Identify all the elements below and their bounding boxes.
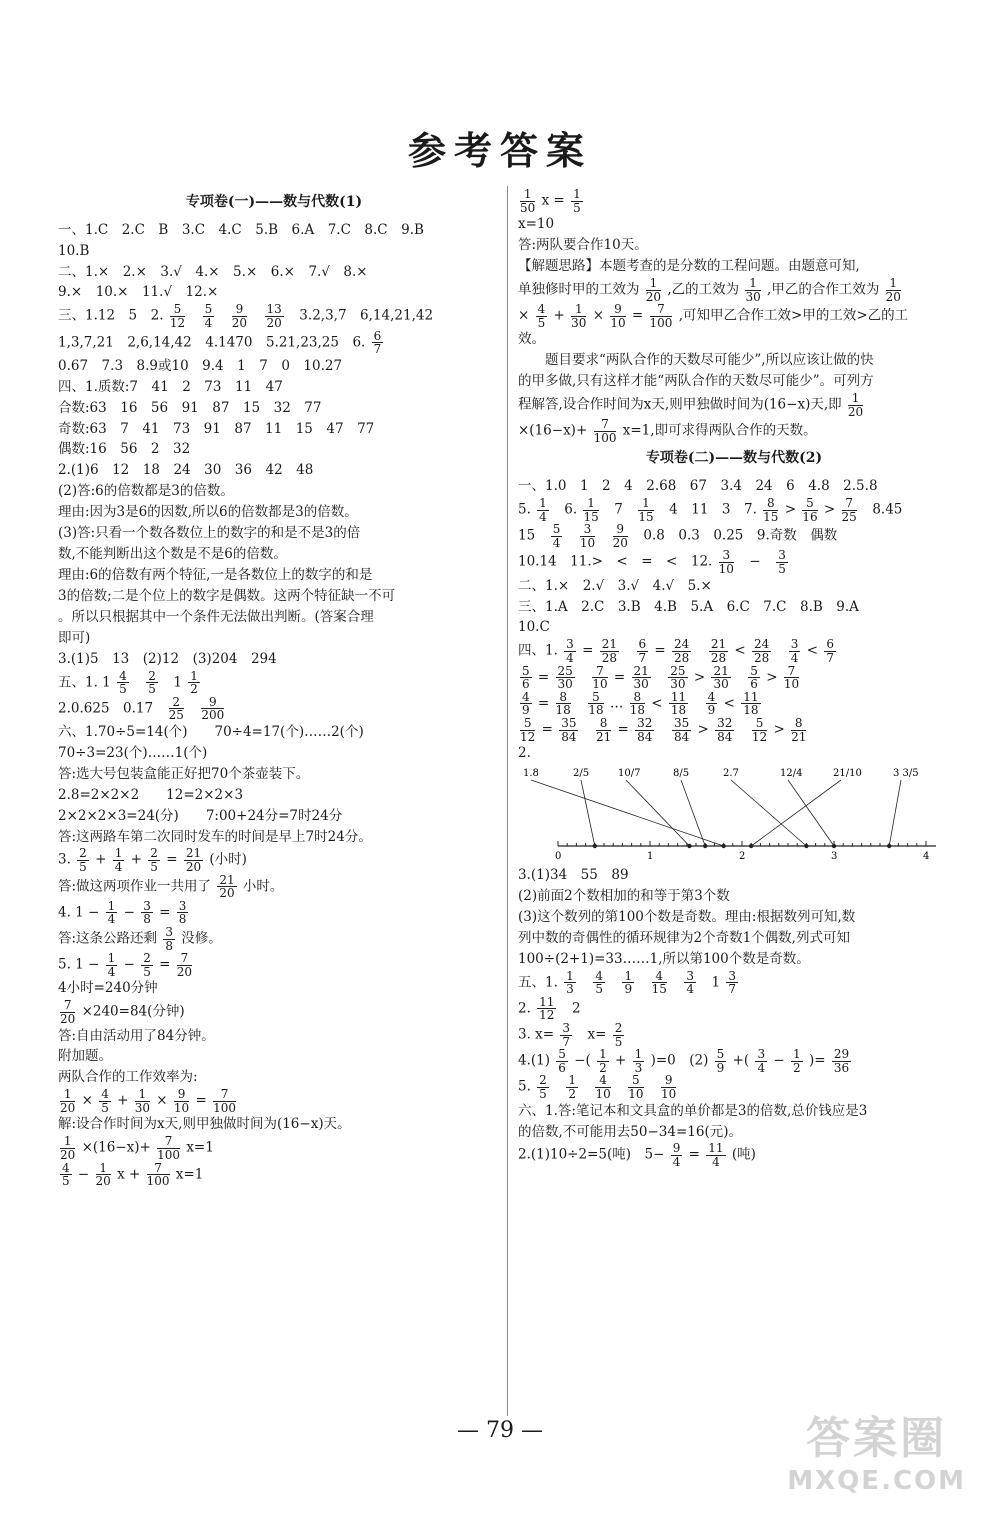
- fraction: $\frac{32}{84}$: [637, 715, 653, 744]
- fraction: $\frac{11}{18}$: [743, 689, 759, 718]
- answer-line: 答:做这两项作业一共用了 $\frac{21}{20}$ 小时。: [58, 872, 284, 901]
- fraction: $\frac{1}{4}$: [114, 846, 123, 875]
- answer-line: 答:这条公路还剩 $\frac{3}{8}$ 没修。: [58, 925, 222, 953]
- answer-line: 3.(1)5 13 (2)12 (3)204 294: [58, 650, 277, 667]
- page-title: 参考答案: [407, 128, 592, 173]
- answer-line: 【解题思路】本题考查的是分数的工程问题。由题意可知,: [518, 258, 860, 275]
- answer-line: 答:这两路车第二次同时发车的时间是早上7时24分。: [58, 828, 372, 845]
- fraction: $\frac{1}{9}$: [624, 968, 633, 997]
- fraction: $\frac{21}{28}$: [601, 637, 617, 665]
- fraction: $\frac{1}{20}$: [60, 1087, 76, 1115]
- fraction: $\frac{5}{4}$: [552, 522, 561, 550]
- answer-line: $\frac{5}{6}$ = $\frac{25}{30}$ $\frac{7}{10}$ = $\frac{21}{30}$ $\frac{25}{30}$ > $\frac{21}{30}$ $\frac{5}{6}$ > $\frac{7}{10}$: [522, 663, 800, 692]
- fraction: $\frac{1}{3}$: [634, 1047, 643, 1075]
- watermark-url: MXQE.COM: [787, 1466, 966, 1496]
- fraction: $\frac{7}{100}$: [593, 417, 617, 445]
- fraction: $\frac{5}{18}$: [588, 689, 604, 718]
- number-line-point: [721, 844, 725, 848]
- number-line-point: [703, 844, 707, 848]
- fraction: $\frac{21}{28}$: [710, 637, 727, 665]
- fraction: $\frac{1}{3}$: [566, 968, 574, 997]
- fraction: $\frac{4}{10}$: [595, 1073, 611, 1102]
- fraction: $\frac{4}{5}$: [119, 668, 127, 697]
- fraction: $\frac{5}{4}$: [204, 302, 213, 330]
- fraction: $\frac{1}{30}$: [745, 275, 761, 304]
- answer-line: 10.C: [518, 619, 550, 636]
- answer-line: 理由:因为3是6的因数,所以6的倍数都是3的倍数。: [58, 504, 358, 521]
- fraction: $\frac{5}{12}$: [751, 715, 768, 744]
- fraction: $\frac{35}{84}$: [673, 715, 690, 744]
- answer-line: $\frac{4}{5}$ − $\frac{1}{20}$ x + $\frac{7}{100}$ x=1: [62, 1160, 204, 1189]
- number-line-pointer: [889, 780, 901, 846]
- fraction: $\frac{4}{9}$: [522, 689, 530, 718]
- fraction: $\frac{21}{20}$: [219, 872, 235, 901]
- fraction: $\frac{1}{20}$: [847, 391, 864, 419]
- answer-line: 附加题。: [58, 1048, 112, 1065]
- fraction: $\frac{3}{4}$: [790, 637, 799, 665]
- fraction: $\frac{1}{2}$: [568, 1073, 576, 1102]
- answer-line: 数,不能判断出这个数是不是6的倍数。: [58, 546, 287, 563]
- fraction: $\frac{7}{100}$: [157, 1134, 181, 1162]
- fraction: $\frac{7}{20}$: [176, 951, 193, 979]
- fraction: $\frac{1}{15}$: [583, 496, 599, 524]
- number-line-point-label: 10/7: [618, 768, 641, 780]
- fraction: $\frac{3}{4}$: [566, 637, 574, 665]
- right-column: [518, 188, 950, 1169]
- number-line-tick-label: 1: [647, 851, 654, 863]
- answer-line: 5. $\frac{2}{5}$ $\frac{1}{2}$ $\frac{4}{10}$ $\frac{5}{10}$ $\frac{9}{10}$: [518, 1073, 677, 1102]
- fraction: $\frac{4}{5}$: [62, 1160, 70, 1189]
- fraction: $\frac{3}{4}$: [757, 1047, 766, 1075]
- number-line-svg: [518, 766, 930, 863]
- answer-line: 4小时=240分钟: [58, 980, 158, 997]
- number-line-point-label: 2.7: [723, 768, 739, 780]
- number-line-point: [804, 844, 808, 848]
- fraction: $\frac{1}{20}$: [645, 275, 662, 304]
- answer-line: 一、1.0 1 2 4 2.68 67 3.4 24 6 4.8 2.5.8: [518, 478, 878, 495]
- answer-line: 3. $\frac{2}{5}$ + $\frac{1}{4}$ + $\frac{2}{5}$ = $\frac{21}{20}$ (小时): [58, 846, 247, 875]
- watermark-logo: [787, 1402, 966, 1496]
- fraction: $\frac{7}{25}$: [841, 496, 857, 524]
- fraction: $\frac{1}{20}$: [60, 1134, 76, 1162]
- fraction: $\frac{3}{5}$: [778, 548, 786, 577]
- right-answer-lines-a: [518, 188, 950, 444]
- answer-line: × $\frac{4}{5}$ + $\frac{1}{30}$ × $\frac{9}{10}$ = $\frac{7}{100}$ ,可知甲乙合作工效>甲的工效>乙的工: [518, 302, 909, 330]
- fraction: $\frac{1}{2}$: [599, 1047, 607, 1075]
- fraction: $\frac{4}{5}$: [595, 968, 603, 997]
- answer-line: 五、1. $\frac{1}{3}$ $\frac{4}{5}$ $\frac{1}{9}$ $\frac{4}{15}$ $\frac{3}{4}$ 1 $\frac{3}{7}$: [518, 968, 737, 997]
- fraction: $\frac{7}{10}$: [592, 663, 608, 692]
- answer-line: 奇数:63 7 41 73 91 87 11 15 47 77: [58, 420, 375, 437]
- left-answer-lines: [58, 220, 490, 1188]
- answer-line: 二、1.× 2.× 3.√ 4.× 5.× 6.× 7.√ 8.×: [58, 263, 368, 280]
- fraction: $\frac{3}{8}$: [178, 898, 187, 927]
- number-line-pointer: [531, 780, 724, 846]
- answer-line: (2)前面2个数相加的和等于第3个数: [518, 888, 730, 904]
- number-line-point-label: 12/4: [780, 768, 803, 780]
- fraction: $\frac{29}{36}$: [833, 1047, 850, 1075]
- fraction: $\frac{8}{18}$: [629, 689, 645, 718]
- fraction: $\frac{1}{50}$: [520, 187, 536, 215]
- fraction: $\frac{5}{9}$: [716, 1047, 725, 1075]
- fraction: $\frac{7}{10}$: [783, 663, 800, 692]
- fraction: $\frac{8}{21}$: [595, 715, 612, 744]
- number-line-tick-label: 3: [831, 851, 838, 863]
- answer-line: 3. x= $\frac{3}{7}$ x= $\frac{2}{5}$: [518, 1021, 623, 1049]
- fraction: $\frac{11}{12}$: [539, 994, 555, 1023]
- answer-line: 2×2×2×3=24(分) 7:00+24分=7时24分: [58, 807, 343, 824]
- answer-line: 10.14 11.> < = < 12. $\frac{3}{10}$ − $\frac{3}{5}$: [518, 548, 786, 577]
- fraction: $\frac{9}{4}$: [672, 1141, 681, 1170]
- fraction: $\frac{5}{6}$: [522, 663, 530, 692]
- answer-line: 程解答,设合作时间为x天,则甲独做时间为(16−x)天,即 $\frac{1}{20}$: [518, 391, 864, 419]
- number-line-figure: [518, 766, 950, 861]
- answer-line: $\frac{1}{20}$ ×(16−x)+ $\frac{7}{100}$ x=1: [60, 1134, 214, 1162]
- fraction: $\frac{9}{20}$: [231, 302, 248, 330]
- answer-line: 五、1. 1 $\frac{4}{5}$ $\frac{2}{5}$ 1 $\frac{1}{2}$: [58, 668, 198, 697]
- fraction: $\frac{6}{7}$: [826, 637, 834, 665]
- fraction: $\frac{1}{30}$: [134, 1087, 151, 1115]
- answer-line: 三、1.A 2.C 3.B 4.B 5.A 6.C 7.C 8.B 9.A: [518, 598, 859, 615]
- answer-line: 六、1.70÷5=14(个) 70÷4=17(个)……2(个): [58, 723, 364, 740]
- answer-line: 答:两队要合作10天。: [518, 237, 648, 254]
- answer-line: (3)答:只看一个数各数位上的数字的和是不是3的倍: [58, 525, 361, 542]
- answer-line: ×(16−x)+ $\frac{7}{100}$ x=1,即可求得两队合作的天数。: [518, 417, 817, 445]
- answer-line: 70÷3=23(个)……1(个): [58, 744, 208, 761]
- fraction: $\frac{25}{30}$: [670, 663, 686, 692]
- answer-line: $\frac{1}{50}$ x = $\frac{1}{5}$: [520, 187, 581, 215]
- fraction: $\frac{2}{5}$: [148, 668, 156, 697]
- answer-line: 4. 1 − $\frac{1}{4}$ − $\frac{3}{8}$ = $\frac{3}{8}$: [58, 898, 187, 927]
- fraction: $\frac{2}{5}$: [79, 846, 87, 875]
- fraction: $\frac{1}{4}$: [107, 951, 116, 979]
- fraction: $\frac{9}{20}$: [612, 522, 628, 550]
- number-line-point-label: 2/5: [573, 768, 590, 780]
- answer-line: 解:设合作时间为x天,则甲独做时间为(16−x)天。: [58, 1116, 351, 1133]
- fraction: $\frac{4}{15}$: [651, 968, 667, 997]
- fraction: $\frac{11}{4}$: [708, 1141, 724, 1170]
- number-line-point: [749, 844, 753, 848]
- answer-line: 1,3,7,21 2,6,14,42 4.1470 5.21,23,25 6. $\frac{6}{7}$: [58, 328, 382, 357]
- answer-line: 偶数:16 56 2 32: [58, 441, 191, 458]
- answer-line: 六、1.答:笔记本和文具盒的单价都是3的倍数,总价钱应是3: [518, 1102, 868, 1119]
- answer-line: 。所以只根据其中一个条件无法做出判断。(答案合理: [58, 608, 374, 625]
- answer-line: 2.: [518, 745, 531, 762]
- answer-line: 四、1. $\frac{3}{4}$ = $\frac{21}{28}$ $\frac{6}{7}$ = $\frac{24}{28}$ $\frac{21}{28}$ < $\frac{24}{28}$ $\frac{3}{4}$ < $\frac{6}{7}$: [518, 637, 834, 665]
- answer-line: 100÷(2+1)=33……1,所以第100个数是奇数。: [518, 950, 810, 967]
- answer-line: 5. 1 − $\frac{1}{4}$ − $\frac{2}{5}$ = $\frac{7}{20}$: [58, 951, 193, 979]
- fraction: $\frac{5}{12}$: [520, 715, 536, 744]
- left-column: [58, 188, 490, 1188]
- answer-line: 10.B: [58, 242, 90, 259]
- column-divider: [507, 186, 508, 1416]
- answer-line: 答:自由活动用了84分钟。: [58, 1027, 215, 1044]
- fraction: $\frac{32}{84}$: [717, 715, 733, 744]
- fraction: $\frac{2}{5}$: [150, 846, 158, 875]
- fraction: $\frac{4}{5}$: [537, 302, 546, 330]
- fraction: $\frac{13}{20}$: [266, 302, 282, 330]
- answer-line: (3)这个数列的第100个数是奇数。理由:根据数列可知,数: [518, 908, 856, 925]
- fraction: $\frac{24}{28}$: [674, 637, 690, 665]
- fraction: $\frac{1}{20}$: [885, 275, 901, 304]
- number-line-point: [887, 844, 891, 848]
- answer-line: 一、1.C 2.C B 3.C 4.C 5.B 6.A 7.C 8.C 9.B: [58, 221, 424, 238]
- answer-line: 2. $\frac{11}{12}$ 2: [518, 994, 581, 1023]
- fraction: $\frac{3}{10}$: [718, 548, 734, 577]
- right-answer-lines-c: [518, 865, 950, 1169]
- number-line-tick-label: 2: [739, 851, 746, 863]
- number-line-tick-label: 4: [923, 851, 930, 863]
- section-title-1: 专项卷(一)——数与代数(1): [185, 194, 363, 210]
- fraction: $\frac{9}{10}$: [173, 1087, 190, 1115]
- answer-line: 四、1.质数:7 41 2 73 11 47: [58, 378, 283, 395]
- answer-line: x=10: [518, 216, 555, 233]
- section-title-2: 专项卷(二)——数与代数(2): [645, 450, 823, 467]
- number-line-pointer: [681, 780, 705, 846]
- number-line-point: [687, 844, 691, 848]
- answer-line: 的甲多做,只有这样才能“两队合作的天数尽可能少”。可列方: [518, 373, 874, 390]
- answer-line: 合数:63 16 56 91 87 15 32 77: [58, 399, 322, 416]
- fraction: $\frac{1}{5}$: [573, 187, 581, 215]
- answer-line: (2)答:6的倍数都是3的倍数。: [58, 483, 234, 500]
- answer-line: $\frac{1}{20}$ × $\frac{4}{5}$ + $\frac{1}{30}$ × $\frac{9}{10}$ = $\frac{7}{100}$: [60, 1087, 237, 1115]
- fraction: $\frac{8}{21}$: [791, 715, 807, 744]
- fraction: $\frac{3}{7}$: [562, 1021, 571, 1049]
- fraction: $\frac{6}{7}$: [373, 328, 382, 357]
- answer-line: 三、1.12 5 2. $\frac{5}{12}$ $\frac{5}{4}$ $\frac{9}{20}$ $\frac{13}{20}$ 3.2,3,7 6,14,21,42: [58, 302, 434, 330]
- fraction: $\frac{5}{6}$: [750, 663, 758, 692]
- fraction: $\frac{21}{20}$: [185, 846, 202, 875]
- answer-line: 的倍数,不可能用去50−34=16(元)。: [518, 1123, 742, 1140]
- answer-line: 2.(1)6 12 18 24 30 36 42 48: [58, 462, 314, 479]
- number-line-point-label: 21/10: [833, 768, 862, 780]
- fraction: $\frac{1}{20}$: [95, 1160, 111, 1189]
- fraction: $\frac{3}{7}$: [728, 968, 737, 997]
- answer-line: 3.(1)34 55 89: [518, 867, 629, 884]
- number-line-point-label: 3 3/5: [893, 768, 919, 780]
- number-line-point-label: 1.8: [523, 768, 539, 780]
- fraction: $\frac{2}{25}$: [168, 694, 184, 723]
- answer-line: 2.8=2×2×2 12=2×2×3: [58, 786, 244, 803]
- fraction: $\frac{8}{18}$: [555, 689, 571, 718]
- answer-line: 列中数的奇偶性的循环规律为2个奇数1个偶数,列式可知: [518, 929, 850, 946]
- fraction: $\frac{21}{30}$: [713, 663, 729, 692]
- fraction: $\frac{8}{15}$: [763, 496, 779, 524]
- answer-line: 3的倍数;二是个位上的数字是偶数。这两个特征缺一不可: [58, 587, 396, 604]
- answer-line: $\frac{7}{20}$ ×240=84(分钟): [60, 998, 185, 1026]
- fraction: $\frac{1}{30}$: [571, 302, 587, 330]
- page-number: — 79 —: [457, 1418, 543, 1443]
- fraction: $\frac{5}{16}$: [802, 496, 818, 524]
- fraction: $\frac{5}{6}$: [558, 1047, 566, 1075]
- fraction: $\frac{7}{100}$: [213, 1087, 237, 1115]
- fraction: $\frac{1}{4}$: [107, 898, 116, 927]
- fraction: $\frac{2}{5}$: [614, 1021, 623, 1049]
- answer-line: 效。: [518, 331, 545, 348]
- fraction: $\frac{1}{15}$: [638, 496, 654, 524]
- fraction: $\frac{21}{30}$: [633, 663, 649, 692]
- fraction: $\frac{1}{4}$: [539, 496, 547, 524]
- fraction: $\frac{2}{5}$: [143, 951, 151, 979]
- fraction: $\frac{24}{28}$: [754, 637, 770, 665]
- fraction: $\frac{3}{10}$: [579, 522, 596, 550]
- answer-line: $\frac{5}{12}$ = $\frac{35}{84}$ $\frac{8}{21}$ = $\frac{32}{84}$ $\frac{35}{84}$ > $\frac{32}{84}$ $\frac{5}{12}$ > $\frac{8}{21}$: [520, 715, 807, 744]
- answer-line: 二、1.× 2.√ 3.√ 4.√ 5.×: [518, 577, 712, 594]
- fraction: $\frac{1}{2}$: [793, 1047, 801, 1075]
- fraction: $\frac{7}{100}$: [146, 1160, 170, 1189]
- number-line-pointer: [626, 780, 689, 846]
- fraction: $\frac{6}{7}$: [638, 637, 647, 665]
- fraction: $\frac{5}{10}$: [628, 1073, 644, 1102]
- fraction: $\frac{9}{10}$: [661, 1073, 677, 1102]
- answer-line: $\frac{4}{9}$ = $\frac{8}{18}$ $\frac{5}{18}$ … $\frac{8}{18}$ < $\frac{11}{18}$ $\frac{4}{9}$ < $\frac{11}{18}$: [522, 689, 759, 718]
- right-answer-lines-b: [518, 476, 950, 764]
- answer-line: 0.67 7.3 8.9或10 9.4 1 7 0 10.27: [58, 357, 343, 374]
- fraction: $\frac{3}{8}$: [143, 898, 151, 927]
- fraction: $\frac{9}{200}$: [201, 694, 225, 723]
- answer-line: 答:选大号包装盒能正好把70个茶壶装下。: [58, 765, 310, 782]
- fraction: $\frac{1}{2}$: [190, 668, 198, 697]
- fraction: $\frac{35}{84}$: [561, 715, 577, 744]
- fraction: $\frac{2}{5}$: [539, 1073, 547, 1102]
- fraction: $\frac{25}{30}$: [557, 663, 573, 692]
- answer-line: 单独修时甲的工效为 $\frac{1}{20}$ ,乙的工效为 $\frac{1}{30}$ ,甲乙的合作工效为 $\frac{1}{20}$: [518, 275, 901, 304]
- answer-line: 即可): [58, 629, 91, 646]
- answer-line: 5. $\frac{1}{4}$ 6. $\frac{1}{15}$ 7 $\frac{1}{15}$ 4 11 3 7. $\frac{8}{15}$ > $\frac{5}{16}$ > $\frac{7}{25}$ 8.45: [518, 496, 903, 524]
- fraction: $\frac{7}{100}$: [649, 302, 673, 330]
- answer-line: 4.(1) $\frac{5}{6}$ −( $\frac{1}{2}$ + $\frac{1}{3}$ )=0 (2) $\frac{5}{9}$ +( $\frac{3}{4}$ − $\frac{1}{2}$ )= $\frac{29}{36}$: [518, 1047, 850, 1075]
- fraction: $\frac{4}{5}$: [101, 1087, 109, 1115]
- fraction: $\frac{11}{18}$: [670, 689, 687, 718]
- number-line-point: [832, 844, 836, 848]
- answer-line: 两队合作的工作效率为:: [58, 1069, 198, 1086]
- answer-line: 理由:6的倍数有两个特征,一是各数位上的数字的和是: [58, 566, 373, 583]
- fraction: $\frac{3}{8}$: [165, 925, 173, 953]
- number-line-pointer: [581, 780, 595, 846]
- answer-line: 题目要求“两队合作的天数尽可能少”,所以应该让做的快: [518, 352, 874, 369]
- fraction: $\frac{9}{10}$: [610, 302, 626, 330]
- answer-line: 2.0.625 0.17 $\frac{2}{25}$ $\frac{9}{200}$: [58, 694, 225, 723]
- fraction: $\frac{3}{4}$: [686, 968, 695, 997]
- answer-line: 15 $\frac{5}{4}$ $\frac{3}{10}$ $\frac{9}{20}$ 0.8 0.3 0.25 9.奇数 偶数: [518, 522, 838, 550]
- answer-line: 2.(1)10÷2=5(吨) 5− $\frac{9}{4}$ = $\frac{11}{4}$ (吨): [518, 1141, 756, 1170]
- number-line-tick-label: 0: [555, 851, 562, 863]
- fraction: $\frac{5}{12}$: [169, 302, 186, 330]
- fraction: $\frac{7}{20}$: [60, 998, 76, 1026]
- answer-line: 9.× 10.× 11.√ 12.×: [58, 284, 219, 301]
- fraction: $\frac{4}{9}$: [707, 689, 716, 718]
- number-line-point: [593, 844, 597, 848]
- number-line-point-label: 8/5: [673, 768, 690, 780]
- watermark-text: 答案圈: [806, 1413, 948, 1464]
